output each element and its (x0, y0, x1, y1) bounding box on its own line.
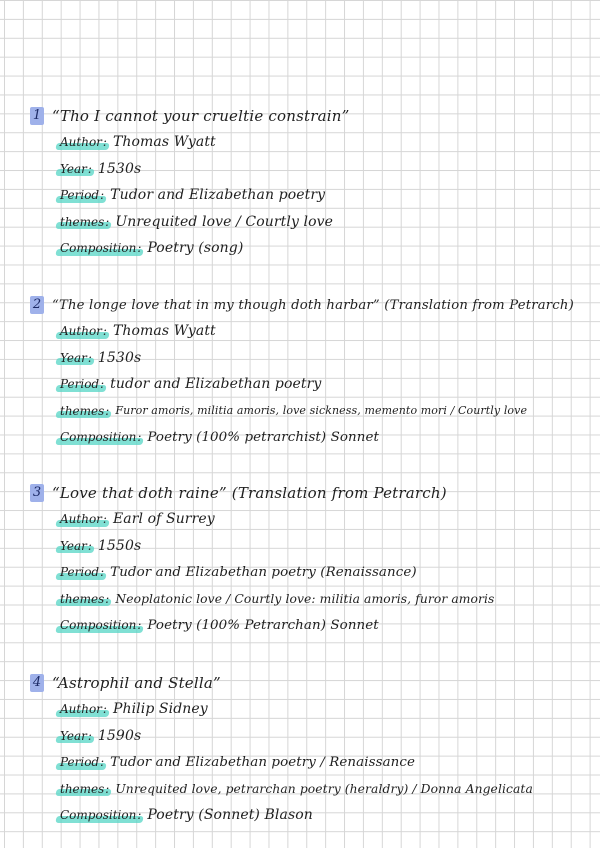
composition-row (30, 802, 590, 829)
composition-label: Composition : (60, 430, 141, 444)
themes-label: themes : (60, 404, 109, 418)
themes-row (30, 586, 590, 613)
author-label: Author : (60, 135, 107, 149)
author-value: Thomas Wyatt (112, 134, 216, 151)
poem-entry-1 (30, 103, 590, 262)
composition-row (30, 424, 590, 451)
composition-value: Poetry (100% Petrarchan) Sonnet (147, 617, 379, 633)
author-row (30, 506, 590, 533)
period-value: Tudor and Elizabethan poetry (110, 187, 326, 204)
period-row (30, 182, 590, 209)
period-row (30, 371, 590, 398)
composition-value: Poetry (100% petrarchist) Sonnet (147, 429, 379, 445)
period-label: Period : (60, 755, 104, 769)
themes-value: Neoplatonic love / Courtly love: militia amoris, furor amoris (115, 591, 495, 606)
year-value: 1530s (97, 349, 142, 366)
author-row (30, 696, 590, 723)
themes-label: themes : (60, 782, 109, 796)
year-label: Year : (60, 539, 92, 553)
period-value: Tudor and Elizabethan poetry (Renaissance) (110, 564, 417, 580)
period-row (30, 559, 590, 586)
period-value: Tudor and Elizabethan poetry / Renaissance (110, 754, 416, 770)
year-row (30, 533, 590, 560)
composition-row (30, 235, 590, 262)
author-row (30, 129, 590, 156)
entry-number-badge: 3 (30, 484, 44, 502)
author-value: Earl of Surrey (112, 511, 215, 528)
composition-label: Composition : (60, 808, 141, 822)
year-row (30, 723, 590, 750)
poem-entry-2 (30, 292, 590, 451)
themes-row (30, 209, 590, 236)
themes-value: Furor amoris, militia amoris, love sickness, memento mori / Courtly love (115, 404, 528, 418)
themes-label: themes : (60, 215, 109, 229)
author-label: Author : (60, 512, 107, 526)
period-label: Period : (60, 188, 104, 202)
year-label: Year : (60, 729, 92, 743)
author-value: Philip Sidney (112, 701, 208, 718)
poem-title: “Astrophil and Stella” (52, 674, 221, 692)
themes-value: Unrequited love, petrarchan poetry (heraldry) / Donna Angelicata (115, 781, 533, 796)
themes-label: themes : (60, 592, 109, 606)
year-label: Year : (60, 162, 92, 176)
entry-title-line (30, 480, 590, 506)
poem-title: “The longe love that in my though doth harbar” (Translation from Petrarch) (52, 297, 574, 313)
year-value: 1550s (97, 537, 142, 554)
year-row (30, 156, 590, 183)
entry-number-badge: 1 (30, 107, 44, 125)
themes-row (30, 776, 590, 803)
composition-label: Composition : (60, 618, 141, 632)
composition-row (30, 612, 590, 639)
year-row (30, 345, 590, 372)
author-label: Author : (60, 702, 107, 716)
period-label: Period : (60, 565, 104, 579)
poem-entry-3 (30, 480, 590, 639)
poem-title: “Tho I cannot your crueltie constrain” (52, 107, 350, 125)
period-value: tudor and Elizabethan poetry (110, 376, 322, 393)
composition-value: Poetry (song) (147, 240, 244, 257)
composition-value: Poetry (Sonnet) Blason (147, 807, 313, 824)
entry-number-badge: 4 (30, 674, 44, 692)
year-value: 1530s (97, 160, 142, 177)
composition-label: Composition : (60, 241, 141, 255)
themes-value: Unrequited love / Courtly love (115, 213, 334, 230)
poem-title: “Love that doth raine” (Translation from Petrarch) (52, 484, 447, 502)
year-label: Year : (60, 351, 92, 365)
poem-entry-4 (30, 670, 590, 829)
themes-row (30, 398, 590, 425)
entry-number-badge: 2 (30, 296, 44, 314)
entry-title-line (30, 670, 590, 696)
entry-title-line (30, 103, 590, 129)
author-label: Author : (60, 324, 107, 338)
year-value: 1590s (97, 727, 142, 744)
author-value: Thomas Wyatt (112, 323, 216, 340)
entry-title-line (30, 292, 590, 318)
period-row (30, 749, 590, 776)
period-label: Period : (60, 377, 104, 391)
author-row (30, 318, 590, 345)
